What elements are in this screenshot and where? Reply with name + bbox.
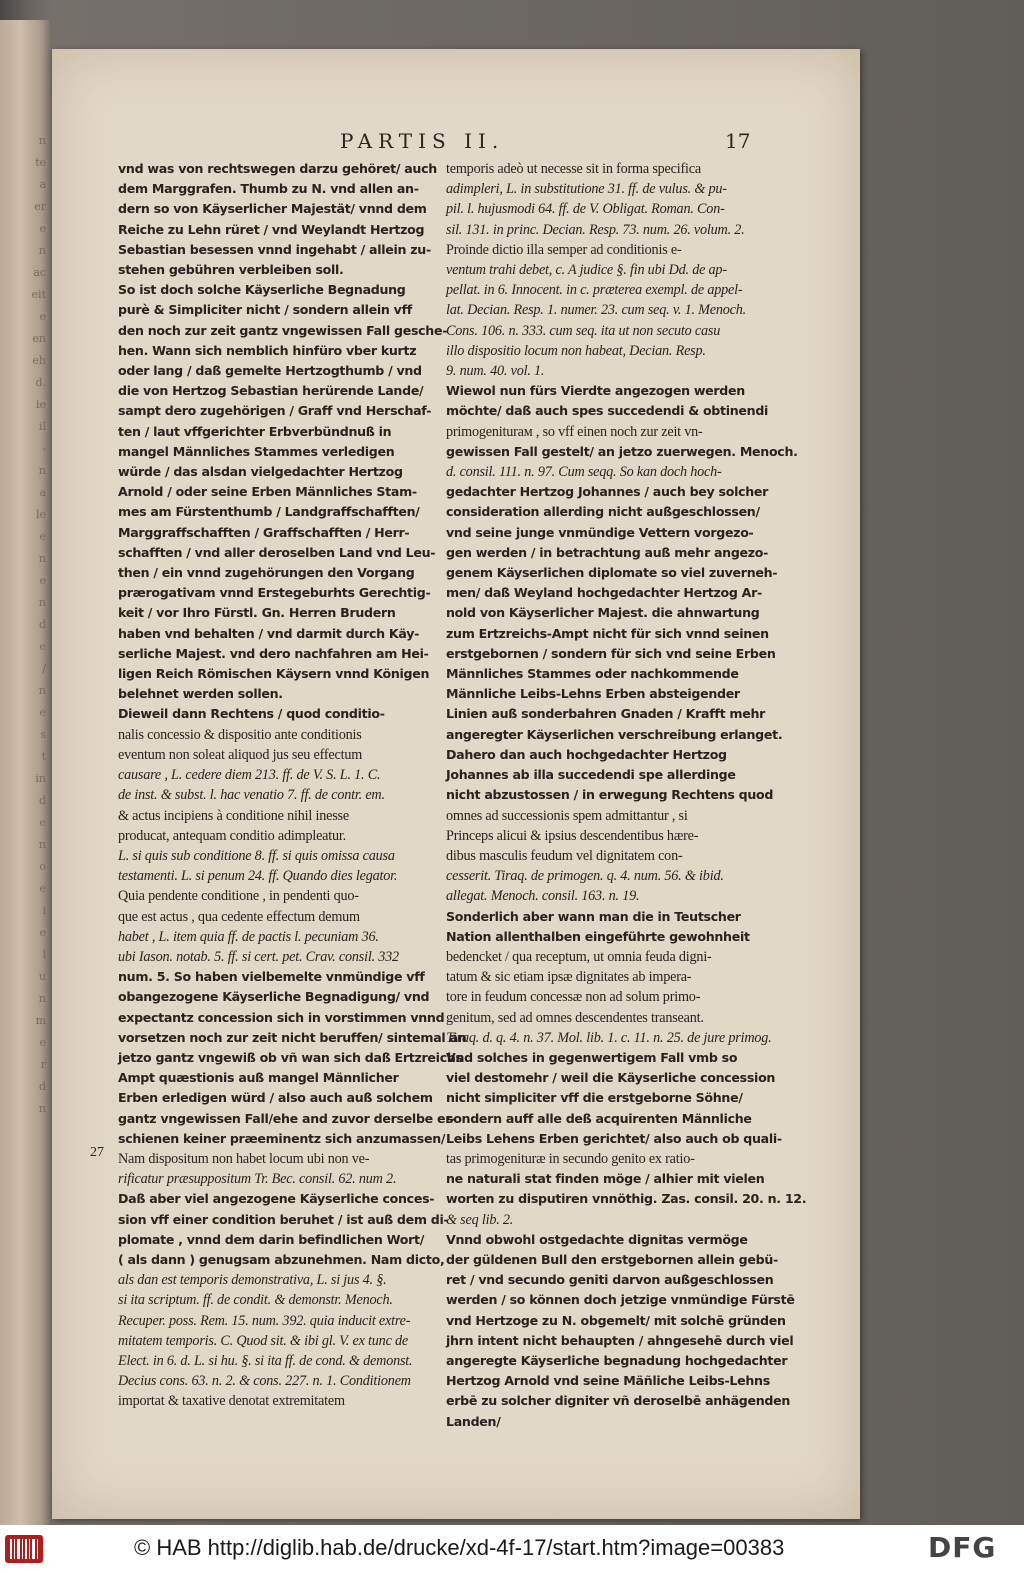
text-line: Cons. 106. n. 333. cum seq. ita ut non secuto casu xyxy=(446,322,721,339)
left-page-fragment: n xyxy=(38,134,46,147)
text-line: que est actus , qua cedente effectum demum xyxy=(118,908,360,925)
text-line: mes am Fürstenthumb / Landgraffschafften/ xyxy=(118,504,420,520)
left-page-fragment: in xyxy=(35,772,46,785)
left-page-fragment: n xyxy=(38,244,46,257)
text-line: Daß aber viel angezogene Käyserliche conces- xyxy=(118,1191,435,1207)
text-line: men/ daß Weyland hochgedachter Hertzog Ar- xyxy=(446,585,762,601)
text-line: illo dispositio locum non habeat, Decian. Resp. xyxy=(446,342,706,359)
left-page-fragment: e xyxy=(39,530,46,543)
text-line: der güldenen Bull den erstgebornen allein gebü- xyxy=(446,1251,778,1267)
text-line: Nation allenthalben eingeführte gewohnheit xyxy=(446,928,750,944)
text-line: als dan est temporis demonstrativa, L. si jus 4. §. xyxy=(118,1272,387,1289)
left-page-fragment: a xyxy=(39,178,46,191)
barcode-icon xyxy=(4,1533,44,1565)
text-line: tatum & sic etiam ipsæ dignitates ab impera- xyxy=(446,969,692,986)
left-page-fragment: n xyxy=(38,1102,46,1115)
text-line: importat & taxative denotat extremitatem xyxy=(118,1393,345,1410)
left-page-fragment: eit xyxy=(31,288,46,301)
text-line: Vnd solches in gegenwertigem Fall vmb so xyxy=(446,1049,738,1065)
text-line: So ist doch solche Käyserliche Begnadung xyxy=(118,282,406,298)
text-line: erbē zu solcher digniter vñ deroselbē anhägenden xyxy=(446,1393,791,1409)
text-line: mangel Männliches Stammes verledigen xyxy=(118,443,395,459)
left-page-fragment: n xyxy=(38,552,46,565)
text-line: ten / laut vffgerichter Erbverbündnuß in xyxy=(118,423,392,439)
text-line: num. 5. So haben vielbemelte vnmündige vff xyxy=(118,969,425,985)
left-page-fragment: - xyxy=(42,442,46,455)
right-text-column xyxy=(446,159,807,1432)
left-page-fragment: m xyxy=(35,1014,46,1027)
text-line: pil. l. hujusmodi 64. ff. de V. Obligat. Roman. Con- xyxy=(446,201,725,218)
text-line: Tiraq. d. q. 4. n. 37. Mol. lib. 1. c. 11. n. 25. de jure primog. xyxy=(446,1029,772,1046)
text-line: expectantz concession sich in vorstimmen vnnd xyxy=(118,1009,445,1025)
text-line: sion vff einer condition beruhet / ist auß dem di- xyxy=(118,1211,449,1227)
text-line: plomate , vnnd dem darin befindlichen Wort/ xyxy=(118,1231,425,1247)
text-line: Leibs Lehens Erben gerichtet/ also auch ob quali- xyxy=(446,1130,782,1146)
text-line: Vnnd obwohl ostgedachte dignitas vermöge xyxy=(446,1231,748,1247)
text-line: & actus incipiens à conditione nihil inesse xyxy=(118,807,349,824)
text-line: erstgebornen / sondern für sich vnd seine Erben xyxy=(446,645,776,661)
text-line: Männliches Stammes oder nachkommende xyxy=(446,666,739,682)
text-line: Arnold / oder seine Erben Männliches Stam- xyxy=(118,484,417,500)
text-line: prærogativam vnnd Erstegeburhts Gerechtig- xyxy=(118,585,431,601)
text-line: si ita scriptum. ff. de condit. & demonstr. Menoch. xyxy=(118,1292,393,1309)
text-line: Wiewol nun fürs Vierdte angezogen werden xyxy=(446,383,745,399)
text-line: temporis adeò ut necesse sit in forma specifica xyxy=(446,161,701,177)
left-page-fragment: e xyxy=(39,640,46,653)
left-page-fragment: l xyxy=(42,948,46,961)
left-page-fragment: ie xyxy=(35,398,46,411)
dfg-logo: DFG xyxy=(928,1531,997,1564)
text-line: belehnet werden sollen. xyxy=(118,686,283,702)
text-line: die von Hertzog Sebastian herürende Lande/ xyxy=(118,383,424,399)
text-line: gewissen Fall gestelt/ an jetzo zuerwegen. Menoch. xyxy=(446,443,798,459)
text-line: oder lang / daß gemelte Hertzogthumb / vnd xyxy=(118,363,422,379)
left-page-fragment: il xyxy=(38,420,46,433)
page-header: PARTIS II. xyxy=(340,129,505,153)
text-line: primogeniturам , so vff einen noch zur zeit vn- xyxy=(446,423,703,440)
text-line: vnd was von rechtswegen darzu gehöret/ auch xyxy=(118,161,437,176)
text-line: genitum, sed ad omnes descendentes transeant. xyxy=(446,1009,704,1026)
text-line: Erben erledigen würd / also auch auß solchem xyxy=(118,1090,433,1106)
text-line: habet , L. item quia ff. de pactis l. pecuniam 36. xyxy=(118,928,379,945)
left-page-fragment: n xyxy=(38,992,46,1005)
text-line: Sonderlich aber wann man die in Teutscher xyxy=(446,908,741,924)
text-line: testamenti. L. si penum 24. ff. Quando dies legator. xyxy=(118,868,398,885)
text-line: worten zu disputiren vnnöthig. Zas. consil. 20. n. 12. xyxy=(446,1191,807,1207)
text-line: sampt dero zugehörigen / Graff vnd Herschaf- xyxy=(118,403,432,419)
text-line: then / ein vnnd zugehörungen den Vorgang xyxy=(118,565,415,581)
text-line: den noch zur zeit gantz vngewissen Fall gesche- xyxy=(118,322,448,338)
text-line: Princeps alicui & ipsius descendentibus hære- xyxy=(446,827,699,844)
text-line: omnes ad successionis spem admittantur , si xyxy=(446,807,688,824)
text-line: purè & Simpliciter nicht / sondern allein vff xyxy=(118,302,412,318)
text-line: serliche Majest. vnd dero nachfahren am Hei- xyxy=(118,645,429,661)
left-page-fragment: n xyxy=(38,684,46,697)
text-line: eventum non soleat aliquod jus seu effectum xyxy=(118,746,363,763)
text-line: genem Käyserlichen diplomate so viel zuverneh- xyxy=(446,565,778,581)
left-page-fragment: r xyxy=(40,1058,46,1071)
text-line: Johannes ab illa succedendi spe allerdinge xyxy=(446,767,736,783)
left-page-fragment: d xyxy=(38,1080,46,1093)
left-page-fragment: n xyxy=(38,838,46,851)
left-page-fragment: t xyxy=(41,750,46,763)
left-page-fragment: n xyxy=(38,464,46,477)
left-page-fragment: i xyxy=(42,904,46,917)
text-line: d. consil. 111. n. 97. Cum seqq. So kan doch hoch- xyxy=(446,464,722,481)
text-line: Nam dispositum non habet locum ubi non ve- xyxy=(118,1150,370,1167)
text-line: dem Marggrafen. Thumb zu N. vnd allen an- xyxy=(118,181,419,197)
page-number: 17 xyxy=(725,129,751,153)
text-line: L. si quis sub conditione 8. ff. si quis omissa causa xyxy=(118,847,395,864)
left-page-fragment: n xyxy=(38,596,46,609)
text-line: jetzo gantz vngewiß ob vñ wan sich daß Ertzreichs xyxy=(118,1049,463,1065)
text-line: bedencket / qua receptum, ut omnia feuda digni- xyxy=(446,948,712,965)
text-line: Sebastian besessen vnnd ingehabt / allein zu- xyxy=(118,241,431,257)
text-line: Männliche Leibs-Lehns Erben absteigender xyxy=(446,686,740,702)
text-line: ret / vnd secundo geniti darvon außgeschlossen xyxy=(446,1272,774,1288)
text-line: sil. 131. in princ. Decian. Resp. 73. num. 26. volum. 2. xyxy=(446,221,745,238)
left-page-fragment: a xyxy=(39,486,46,499)
left-page-fragment: le xyxy=(35,508,46,521)
text-line: vorsetzen noch zur zeit nicht beruffen/ sintemal an xyxy=(118,1029,467,1045)
text-line: lat. Decian. Resp. 1. numer. 23. cum seq. v. 1. Menoch. xyxy=(446,302,747,319)
text-line: hen. Wann sich nemblich hinfüro vber kurtz xyxy=(118,342,417,358)
text-line: causare , L. cedere diem 213. ff. de V. S. L. 1. C. xyxy=(118,767,381,784)
text-line: Decius cons. 63. n. 2. & cons. 227. n. 1. Conditionem xyxy=(118,1373,411,1390)
text-line: ligen Reich Römischen Käysern vnnd Königen xyxy=(118,666,430,682)
text-line: 9. num. 40. vol. 1. xyxy=(446,363,545,380)
text-line: ne naturali stat finden möge / alhier mit vielen xyxy=(446,1171,765,1187)
left-page-fragment: e xyxy=(39,222,46,235)
text-line: cesserit. Tiraq. de primogen. q. 4. num. 56. & ibid. xyxy=(446,868,724,885)
text-line: nicht abzustossen / in erwegung Rechtens quod xyxy=(446,787,774,803)
text-line: dibus masculis feudum vel dignitatem con- xyxy=(446,847,683,864)
left-page-fragment: eh xyxy=(32,354,46,367)
text-line: schafften / vnd aller deroselben Land vnd Leu- xyxy=(118,544,436,560)
text-line: Recuper. poss. Rem. 15. num. 392. quia inducit extre- xyxy=(118,1312,411,1329)
left-page-fragment: / xyxy=(42,662,46,675)
left-page-fragment: d. xyxy=(35,376,46,389)
footer-bar xyxy=(0,1525,1024,1572)
text-line: Marggraffschafften / Graffschafften / Herr- xyxy=(118,524,410,540)
left-page-fragment: e xyxy=(39,926,46,939)
text-line: rificatur præsuppositum Tr. Bec. consil. 62. num 2. xyxy=(118,1171,397,1188)
text-line: angeregte Käyserliche begnadung hochgedachter xyxy=(446,1352,788,1368)
text-line: vnd seine junge vnmündige Vettern vorgezo- xyxy=(446,524,754,540)
left-page-fragment: o xyxy=(39,860,46,873)
text-line: sondern auff alle deß acquirenten Männliche xyxy=(446,1110,752,1126)
text-line: möchte/ daß auch spes succedendi & obtinendi xyxy=(446,403,769,419)
text-line: obangezogene Käyserliche Begnadigung/ vnd xyxy=(118,989,430,1005)
left-page-text-fragments xyxy=(2,130,46,1450)
text-line: gedachter Hertzog Johannes / auch bey solcher xyxy=(446,484,769,500)
text-line: allegat. Menoch. consil. 163. n. 19. xyxy=(446,888,640,905)
text-line: jhrn intent nicht behaupten / ahngesehē durch viel xyxy=(446,1332,794,1348)
text-line: Dieweil dann Rechtens / quod conditio- xyxy=(118,706,385,722)
text-line: viel destomehr / weil die Käyserliche concession xyxy=(446,1070,776,1086)
text-line: keit / vor Ihro Fürstl. Gn. Herren Brudern xyxy=(118,605,396,621)
text-line: adimpleri, L. in substitutione 31. ff. de vulus. & pu- xyxy=(446,181,727,198)
text-line: Quia pendente conditione , in pendenti quo- xyxy=(118,888,359,905)
margin-number: 27 xyxy=(90,1145,104,1160)
text-line: pellat. in 6. Innocent. in c. præterea exempl. de appel- xyxy=(446,282,743,299)
left-page-fragment: e xyxy=(39,574,46,587)
left-page-edge xyxy=(0,20,52,1525)
text-line: ventum trahi debet, c. A judice §. fin ubi Dd. de ap- xyxy=(446,262,727,279)
footer-copyright-link[interactable]: © HAB http://diglib.hab.de/drucke/xd-4f-17/start.htm?image=00383 xyxy=(134,1535,785,1560)
text-line: consideration allerding nicht außgeschlossen/ xyxy=(446,504,760,520)
text-line: Elect. in 6. d. L. si hu. §. si ita ff. de cond. & demonst. xyxy=(118,1352,413,1369)
text-line: werden / so können doch jetzige vnmündige Fürstē xyxy=(446,1292,795,1308)
text-line: ( als dann ) genugsam abzunehmen. Nam dicto, xyxy=(118,1251,445,1267)
text-line: Landen/ xyxy=(446,1413,501,1429)
text-line: würde / das alsdan vielgedachter Hertzog xyxy=(118,464,403,480)
text-line: zum Ertzreichs-Ampt nicht für sich vnnd seinen xyxy=(446,625,769,641)
text-line: vnd Hertzoge zu N. obgemelt/ mit solchē gründen xyxy=(446,1312,786,1328)
book-page xyxy=(52,49,860,1519)
text-line: haben vnd behalten / vnd darmit durch Käy- xyxy=(118,625,420,641)
text-line: dern so von Käyserlicher Majestät/ vnnd dem xyxy=(118,201,427,217)
left-page-fragment: u xyxy=(38,970,46,983)
left-page-fragment: s xyxy=(40,728,46,741)
text-line: nalis concessio & dispositio ante conditionis xyxy=(118,726,362,743)
text-line: angeregter Käyserlichen verschreibung erlanget. xyxy=(446,726,783,742)
left-page-fragment: en xyxy=(32,332,46,345)
text-line: Proinde dictio illa semper ad conditionis e- xyxy=(446,241,682,258)
text-line: tore in feudum concessæ non ad solum primo- xyxy=(446,989,701,1006)
left-page-fragment: d xyxy=(38,794,46,807)
text-line: tas primogenituræ in secundo genito ex ratio- xyxy=(446,1150,695,1167)
left-page-fragment: e xyxy=(39,706,46,719)
text-line: Dahero dan auch hochgedachter Hertzog xyxy=(446,746,727,762)
left-page-fragment: d xyxy=(38,618,46,631)
text-line: Reiche zu Lehn rüret / vnd Weylandt Hertzog xyxy=(118,221,425,237)
text-line: Hertzog Arnold vnd seine Mäñliche Leibs-Lehns xyxy=(446,1373,770,1389)
left-page-fragment: er xyxy=(34,200,46,213)
text-line: & seq lib. 2. xyxy=(446,1211,514,1228)
text-line: Ampt quæstionis auß mangel Männlicher xyxy=(118,1070,399,1086)
text-line: nold von Käyserlicher Majest. die ahnwartung xyxy=(446,605,760,621)
left-text-column xyxy=(118,159,467,1412)
left-page-fragment: ac xyxy=(33,266,46,279)
left-page-fragment: te xyxy=(35,156,46,169)
text-line: gen werden / in betrachtung auß mehr angezo- xyxy=(446,544,769,560)
left-page-fragment: e xyxy=(39,1036,46,1049)
text-line: de inst. & subst. l. hac venatio 7. ff. de contr. em. xyxy=(118,787,385,804)
left-page-fragment: e xyxy=(39,310,46,323)
text-line: mitatem temporis. C. Quod sit. & ibi gl. V. ex tunc de xyxy=(118,1332,409,1349)
text-line: schienen keiner præeminentz sich anzumassen/ xyxy=(118,1130,446,1146)
text-line: nicht simpliciter vff die erstgeborne Söhne/ xyxy=(446,1090,743,1106)
text-line: gantz vngewissen Fall/ehe and zuvor derselbe er- xyxy=(118,1110,457,1126)
text-line: stehen gebühren verbleiben soll. xyxy=(118,262,344,278)
left-page-fragment: e xyxy=(39,882,46,895)
text-line: ubi Iason. notab. 5. ff. si cert. pet. Crav. consil. 332 xyxy=(118,948,399,965)
left-page-fragment: e xyxy=(39,816,46,829)
text-line: producat, antequam conditio adimpleatur. xyxy=(118,827,346,844)
text-line: Linien auß sonderbahren Gnaden / Krafft mehr xyxy=(446,706,766,722)
